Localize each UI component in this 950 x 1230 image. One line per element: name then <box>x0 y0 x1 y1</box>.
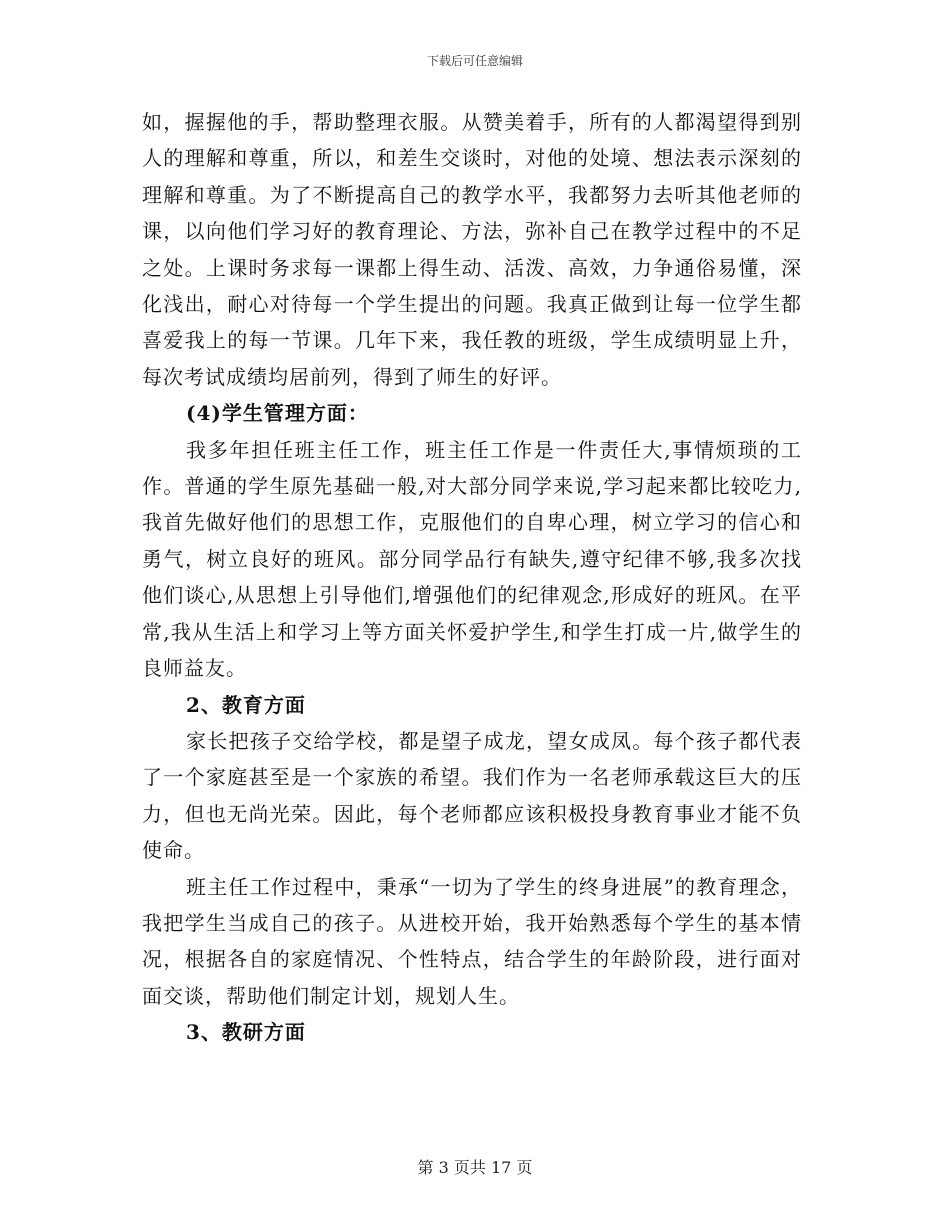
section-heading-education: 2、教育方面 <box>186 692 306 717</box>
paragraph-continuation: 如，握握他的手，帮助整理衣服。从赞美着手，所有的人都渴望得到别人的理解和尊重，所以，和差生交谈时，对他的处境、想法表示深刻的理解和尊重。为了不断提高自己的教学水平，我都努力去听其他老师的课，以向他们学习好的教育理论、方法，弥补自己在教学过程中的不足之处。上课时务求每一课都上得生动、活泼、高效，力争通俗易懂，深化浅出，耐心对待每一个学生提出的问题。我真正做到让每一位学生都喜爱我上的每一节课。几年下来，我任教的班级，学生成绩明显上升，每次考试成绩均居前列，得到了师生的好评。 <box>142 110 802 389</box>
paragraph-philosophy: 班主任工作过程中，秉承“一切为了学生的终身进展”的教育理念，我把学生当成自己的孩子。从进校开始，我开始熟悉每个学生的基本情况，根据各自的家庭情况、个性特点，结合学生的年龄阶段，进行面对面交谈，帮助他们制定计划，规划人生。 <box>142 874 802 1008</box>
paragraph-class-teacher: 我多年担任班主任工作，班主任工作是一件责任大,事情烦琐的工作。普通的学生原先基础一般,对大部分同学来说,学习起来都比较吃力,我首先做好他们的思想工作，克服他们的自卑心理，树立学习的信心和勇气，树立良好的班风。部分同学品行有缺失,遵守纪律不够,我多次找他们谈心,从思想上引导他们,增强他们的纪律观念,形成好的班风。在平常,我从生活上和学习上等方面关怀爱护学生,和学生打成一片,做学生的良师益友。 <box>142 437 802 681</box>
section-heading-research: 3、教研方面 <box>186 1020 306 1045</box>
paragraph-parents: 家长把孩子交给学校，都是望子成龙，望女成凤。每个孩子都代表了一个家庭甚至是一个家族的希望。我们作为一名老师承载这巨大的压力，但也无尚光荣。因此，每个老师都应该积极投身教育事业才能不负使命。 <box>142 728 802 863</box>
page-header-note: 下载后可任意编辑 <box>426 54 523 68</box>
document-body <box>142 104 802 1051</box>
section-heading-student-management: (4)学生管理方面： <box>186 401 369 426</box>
page-footer-number: 第 3 页共 17 页 <box>417 1158 533 1177</box>
